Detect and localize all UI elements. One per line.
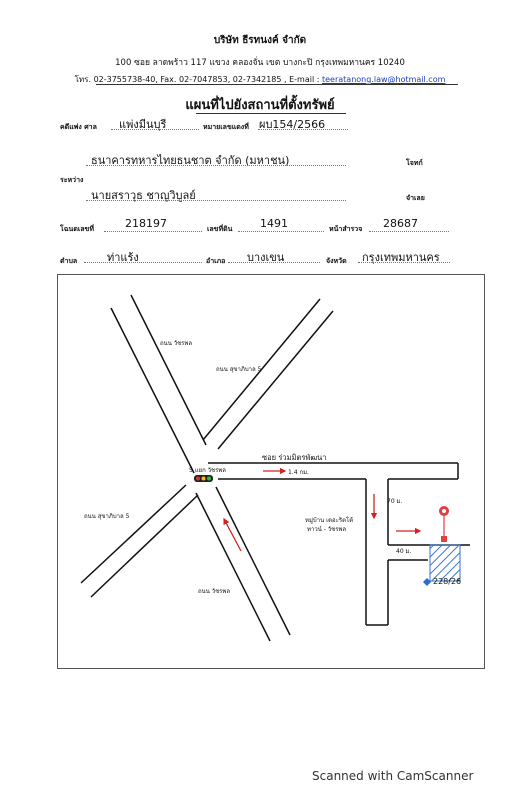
land-no-fill-line <box>238 231 324 232</box>
roads <box>81 295 470 641</box>
district-label: อำเภอ <box>206 257 226 265</box>
land-no-label: เลขที่ดิน <box>207 225 233 233</box>
district-fill-line <box>228 262 320 263</box>
traffic-light-icon <box>194 475 213 482</box>
email-link[interactable]: teeratanong.law@hotmail.com <box>321 75 446 84</box>
between-label: ระหว่าง <box>60 176 84 184</box>
land-no-value: 1491 <box>260 217 288 230</box>
deed-fill-line <box>104 231 202 232</box>
road-sukhaphiban-sw-a <box>81 485 186 583</box>
plaintiff-label: โจทก์ <box>406 159 423 167</box>
road-watcharaphon-se-a <box>216 487 290 635</box>
defendant-label: จำเลย <box>406 194 425 202</box>
label-distance-70m: 70 ม. <box>387 498 403 505</box>
case-no-fill-line <box>258 129 348 130</box>
plaintiff-value: ธนาคารทหารไทยธนชาต จำกัด (มหาชน) <box>91 154 290 167</box>
scanner-watermark: Scanned with CamScanner <box>312 769 474 783</box>
defendant-value: นายสราวุธ ชาญวิบูลย์ <box>91 189 196 202</box>
location-pin-icon <box>439 506 449 542</box>
survey-fill-line <box>369 231 449 232</box>
label-road-watcharaphon-bottom: ถนน วัชรพล <box>198 588 231 595</box>
province-value: กรุงเทพมหานคร <box>362 251 440 264</box>
court-value: แพ่งมีนบุรี <box>119 118 167 131</box>
plaintiff-fill-line <box>86 165 346 166</box>
label-village-line1: หมู่บ้าน เดอะริตโต้ <box>305 517 354 524</box>
direction-arrows <box>224 471 420 551</box>
property-plot <box>430 545 460 581</box>
court-fill-line <box>111 129 199 130</box>
label-village-line2: ทาวน์ - วัชรพล <box>307 526 347 533</box>
label-property-no: 228/26 <box>433 577 462 586</box>
deed-label: โฉนดเลขที่ <box>60 225 94 233</box>
deed-value: 218197 <box>125 217 167 230</box>
defendant-fill-line <box>86 200 346 201</box>
survey-label: หน้าสำรวจ <box>329 225 363 233</box>
district-value: บางเขน <box>247 251 285 264</box>
road-sukhaphiban-ne-b <box>218 311 333 449</box>
label-distance-40m: 40 ม. <box>396 548 412 555</box>
label-distance-1-4km: 1.4 กม. <box>288 469 309 476</box>
location-map <box>57 274 485 669</box>
case-no-value: ผบ154/2566 <box>259 118 326 131</box>
company-address: 100 ซอย ลาดพร้าว 117 แขวง คลองจั่น เขต บางกะปิ กรุงเทพมหานคร 10240 <box>115 58 405 68</box>
label-junction: 5 แยก วัชรพล <box>189 467 226 474</box>
province-fill-line <box>358 262 450 263</box>
title-underline <box>196 113 346 114</box>
contact-text: โทร. 02-3755738-40, Fax. 02-7047853, 02-7342185 , E-mail : <box>74 75 320 84</box>
subdistrict-value: ท่าแร้ง <box>107 251 139 264</box>
subdistrict-fill-line <box>84 262 202 263</box>
subdistrict-label: ตำบล <box>60 257 78 265</box>
label-soi: ซอย ร่วมมิตรพัฒนา <box>262 453 327 462</box>
province-label: จังหวัด <box>326 257 347 265</box>
road-watcharaphon-nw-a <box>111 308 194 473</box>
label-road-sukhaphiban-top: ถนน สุขาภิบาล 5 <box>216 366 262 373</box>
road-watcharaphon-se-b <box>196 493 270 641</box>
arrow-north-watcharaphon <box>224 519 241 551</box>
label-road-watcharaphon-top: ถนน วัชรพล <box>160 340 193 347</box>
case-no-label: หมายเลขแดงที่ <box>203 123 249 131</box>
label-road-sukhaphiban-left: ถนน สุขาภิบาล 5 <box>84 513 130 520</box>
case-court-label: คดีแพ่ง ศาล <box>60 123 97 131</box>
map-drawing <box>58 275 486 670</box>
header-rule <box>96 84 458 85</box>
company-name: บริษัท ธีรทนงค์ จำกัด <box>213 35 307 46</box>
survey-value: 28687 <box>383 217 418 230</box>
page-title: แผนที่ไปยังสถานที่ตั้งทรัพย์ <box>185 98 335 113</box>
